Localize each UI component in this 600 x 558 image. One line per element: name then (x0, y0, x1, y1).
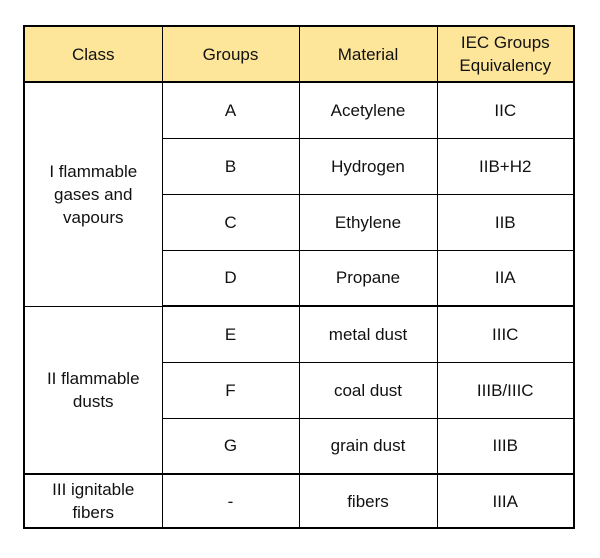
iec-cell: IIC (437, 82, 574, 138)
material-cell: Propane (299, 250, 437, 306)
material-cell: fibers (299, 474, 437, 528)
material-cell: Hydrogen (299, 138, 437, 194)
group-cell: A (162, 82, 299, 138)
material-cell: Ethylene (299, 194, 437, 250)
material-cell: metal dust (299, 306, 437, 362)
table-row (24, 306, 574, 362)
table-row (24, 474, 574, 528)
class-cell-iii: III ignitable fibers (24, 474, 162, 528)
material-cell: grain dust (299, 418, 437, 474)
header-class: Class (24, 26, 162, 82)
iec-cell: IIIC (437, 306, 574, 362)
header-row (24, 26, 574, 82)
class-cell-i: I flammable gases and vapours (24, 82, 162, 306)
iec-cell: IIA (437, 250, 574, 306)
group-cell: B (162, 138, 299, 194)
material-cell: coal dust (299, 362, 437, 418)
hazardous-location-table-container (23, 25, 573, 529)
table-row (24, 82, 574, 138)
header-material: Material (299, 26, 437, 82)
group-cell: - (162, 474, 299, 528)
group-cell: E (162, 306, 299, 362)
material-cell: Acetylene (299, 82, 437, 138)
group-cell: G (162, 418, 299, 474)
hazardous-location-classification-table (23, 25, 575, 529)
class-cell-ii: II flammable dusts (24, 306, 162, 474)
group-cell: F (162, 362, 299, 418)
header-groups: Groups (162, 26, 299, 82)
iec-cell: IIIB/IIIC (437, 362, 574, 418)
iec-cell: IIB+H2 (437, 138, 574, 194)
table-header (24, 26, 574, 82)
iec-cell: IIIB (437, 418, 574, 474)
group-cell: D (162, 250, 299, 306)
header-iec-equivalency: IEC Groups Equivalency (437, 26, 574, 82)
group-cell: C (162, 194, 299, 250)
iec-cell: IIB (437, 194, 574, 250)
iec-cell: IIIA (437, 474, 574, 528)
table-body (24, 82, 574, 528)
